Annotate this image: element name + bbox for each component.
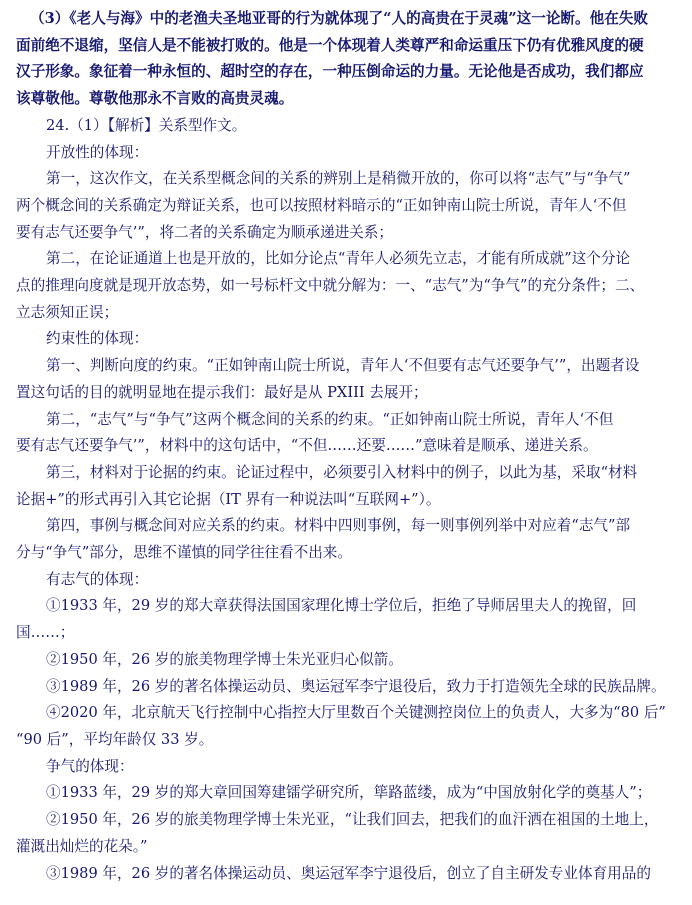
text-line: 灌溉出灿烂的花朵。” [16, 837, 148, 855]
text-line: 该尊敬他。尊敬他那永不言败的高贵灵魂。 [16, 90, 294, 108]
text-line: 论据+”的形式再引入其它论据（IT 界有一种说法叫“互联网+”）。 [16, 490, 441, 508]
text-line: 第一、判断向度的约束。“正如钟南山院士所说，青年人‘不但要有志气还要争气’”，出题者设 [46, 357, 640, 375]
text-line: 面前绝不退缩，坚信人是不能被打败的。他是一个体现着人类尊严和命运重压下仍有优雅风度的硬 [16, 36, 644, 54]
text-line: 要有志气还要争气’”，材料中的这句话中，“不但……还要……”意味着是顺承、递进关系。 [16, 437, 598, 455]
text-line: 两个概念间的关系确定为辩证关系，也可以按照材料暗示的“正如钟南山院士所说，青年人‘不但 [16, 196, 627, 214]
text-line: 汉子形象。象征着一种永恒的、超时空的存在，一种压倒命运的力量。无论他是否成功，我们都应 [16, 63, 644, 81]
text-line: ②1950 年，26 岁的旅美物理学博士朱光亚，“让我们回去，把我们的血汗洒在祖国的土地上， [46, 811, 659, 829]
text-line: 第四，事例与概念间对应关系的约束。材料中四则事例，每一则事例列举中对应着“志气”部 [46, 517, 631, 535]
text-line: ④2020 年，北京航天飞行控制中心指控大厅里数百个关键测控岗位上的负责人，大多为“80 后” [46, 704, 666, 722]
text-line: 立志须知正误； [16, 303, 119, 321]
text-line: 第三，材料对于论据的约束。论证过程中，必须要引入材料中的例子，以此为基，采取“材料 [46, 463, 638, 481]
text-line: ①1933 年，29 岁的郑大章获得法国国家理化博士学位后，拒绝了导师居里夫人的挽留，回 [46, 597, 637, 615]
text-line: 第二，在论证通道上也是开放的，比如分论点“青年人必须先立志，才能有所成就”这个分论 [46, 250, 631, 268]
text-line: 置这句话的目的就明显地在提示我们：最好是从 PXIII 去展开； [16, 383, 428, 401]
text-line: 分与“争气”部分，思维不谨慎的同学往往看不出来。 [16, 544, 352, 562]
text-line: （3）《老人与海》中的老渔夫圣地亚哥的行为就体现了“人的高贵在于灵魂”这一论断。他在失败 [30, 10, 648, 27]
text-line: 争气的体现： [46, 757, 134, 775]
text-line: ③1989 年，26 岁的著名体操运动员、奥运冠军李宁退役后，致力于打造领先全球的民族品牌。 [46, 677, 666, 695]
text-line: 有志气的体现： [46, 570, 149, 588]
text-line: 点的推理向度就是现开放态势，如一号标杆文中就分解为：一、“志气”为“争气”的充分条件；二、 [16, 277, 645, 295]
text-line: ①1933 年，29 岁的郑大章回国筹建镭学研究所，筚路蓝缕，成为“中国放射化学的奠基人”； [46, 784, 652, 802]
text-line: 约束性的体现： [46, 330, 149, 348]
text-line: 24.（1）【解析】关系型作文。 [46, 116, 247, 134]
text-line: 开放性的体现： [46, 143, 149, 161]
text-line: 要有志气还要争气’”，将二者的关系确定为顺承递进关系； [16, 223, 393, 241]
text-line: ③1989 年，26 岁的著名体操运动员、奥运冠军李宁退役后，创立了自主研发专业体育用品的 [46, 864, 651, 882]
text-line: “90 后”，平均年龄仅 33 岁。 [16, 730, 214, 748]
text-line: 第一，这次作文，在关系型概念间的关系的辨别上是稍微开放的，你可以将“志气”与“争气” [46, 170, 631, 188]
text-line: 国……； [16, 624, 75, 642]
text-line: 第二，“志气”与“争气”这两个概念间的关系的约束。“正如钟南山院士所说，青年人‘不但 [46, 410, 614, 428]
text-line: ②1950 年，26 岁的旅美物理学博士朱光亚归心似箭。 [46, 650, 403, 668]
